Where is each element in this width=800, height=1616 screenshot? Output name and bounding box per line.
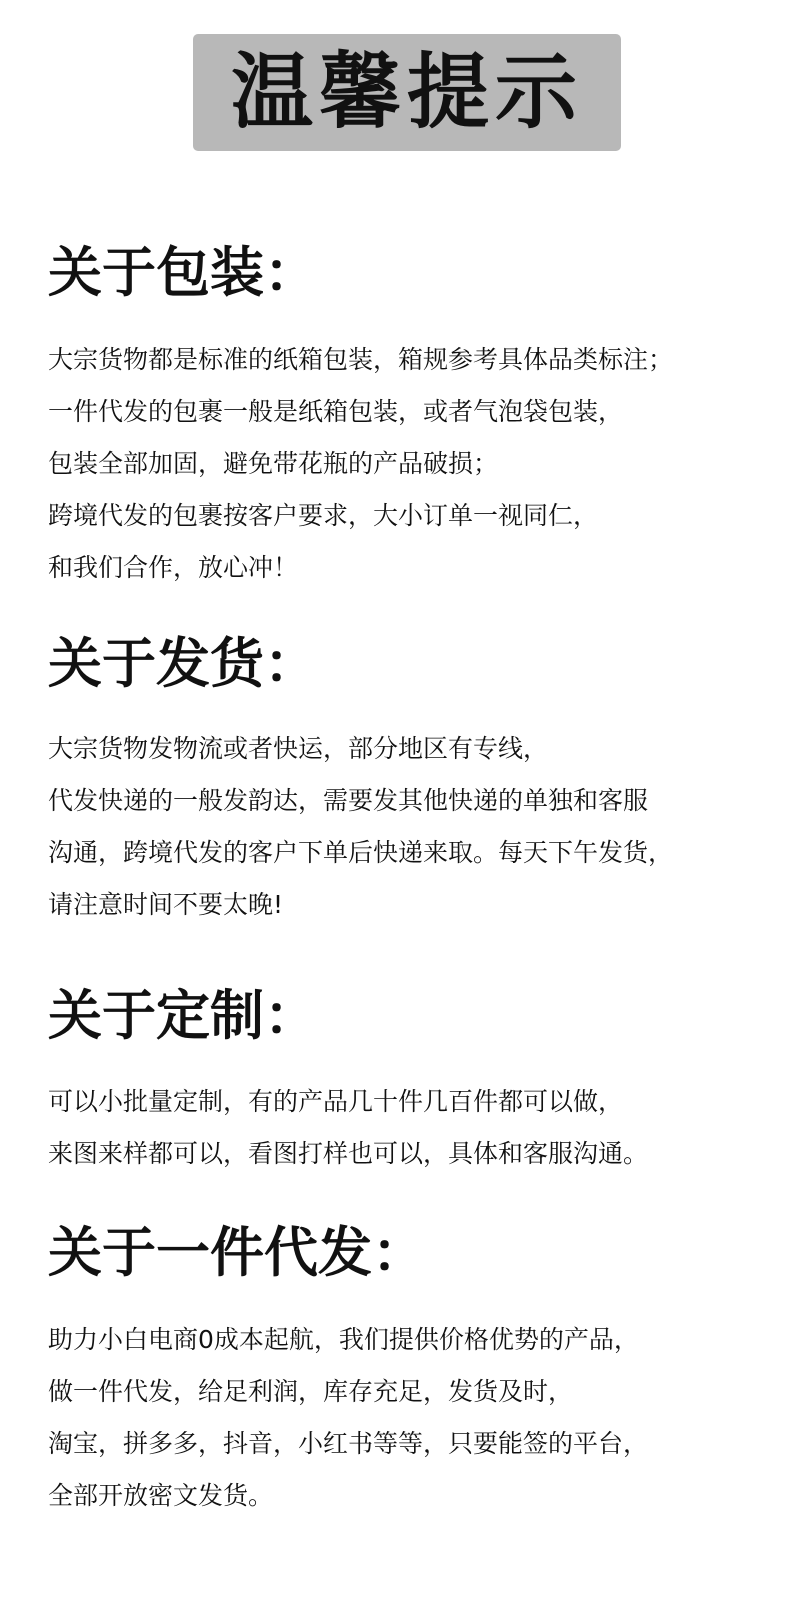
section-body-customization [48,1076,793,1180]
body-line: 大宗货物发物流或者快运，部分地区有专线， [48,734,549,763]
section-heading-packaging: 关于包装： [48,241,318,304]
section-heading-shipping: 关于发货： [48,632,318,695]
section-shipping [48,631,793,931]
section-heading-dropshipping: 关于一件代发： [48,1221,426,1284]
section-packaging [48,240,793,594]
page-title: 温馨提示 [230,44,583,140]
body-line: 可以小批量定制，有的产品几十件几百件都可以做， [48,1087,624,1116]
section-body-shipping [48,723,793,931]
section-heading-customization: 关于定制： [48,984,318,1047]
body-line: 沟通，跨境代发的客户下单后快递来取。每天下午发货， [48,838,674,867]
body-line: 一件代发的包裹一般是纸箱包装，或者气泡袋包装， [48,397,624,426]
body-line: 淘宝，拼多多，抖音，小红书等等，只要能签的平台， [48,1429,649,1458]
body-line: 和我们合作，放心冲！ [48,553,299,582]
section-dropshipping [48,1220,793,1522]
body-line: 请注意时间不要太晚! [48,890,284,919]
body-line: 来图来样都可以，看图打样也可以，具体和客服沟通。 [48,1139,649,1168]
body-line: 代发快递的一般发韵达，需要发其他快递的单独和客服 [48,786,649,815]
body-line: 大宗货物都是标准的纸箱包装，箱规参考具体品类标注； [48,345,674,374]
section-body-packaging [48,334,793,594]
body-line: 做一件代发，给足利润，库存充足，发货及时， [48,1377,574,1406]
body-line: 跨境代发的包裹按客户要求，大小订单一视同仁， [48,501,599,530]
section-body-dropshipping [48,1314,793,1522]
title-banner [193,34,621,151]
body-line: 助力小白电商0成本起航，我们提供价格优势的产品， [48,1325,639,1354]
body-line: 包装全部加固，避免带花瓶的产品破损； [48,449,499,478]
body-line: 全部开放密文发货。 [48,1481,274,1510]
section-customization [48,983,793,1180]
